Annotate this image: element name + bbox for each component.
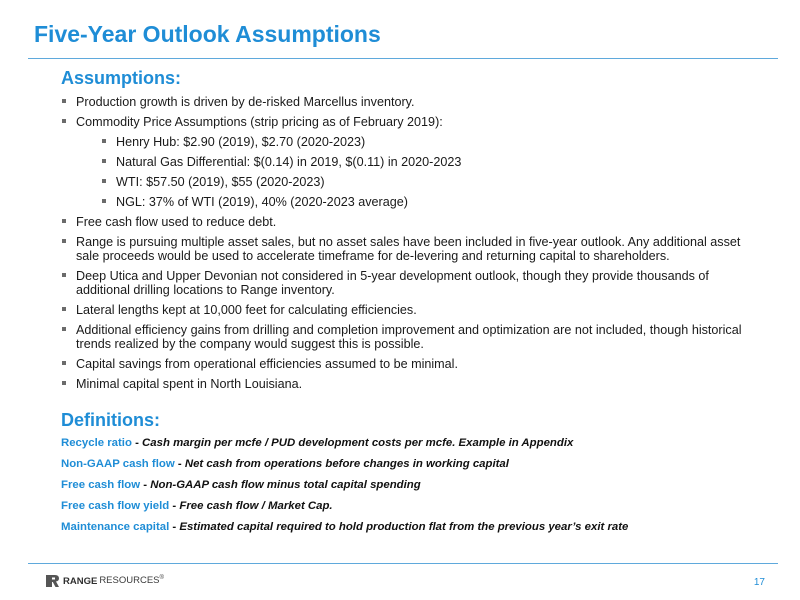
definition-term: Maintenance capital — [61, 521, 170, 533]
assumption-bullet: Free cash flow used to reduce debt. — [61, 215, 751, 229]
definition-separator: - — [131, 437, 143, 449]
assumption-bullet: Lateral lengths kept at 10,000 feet for calculating efficiencies. — [61, 303, 751, 317]
assumption-sub-bullet: Henry Hub: $2.90 (2019), $2.70 (2020-2023) — [101, 135, 751, 149]
definition-separator: - — [174, 458, 185, 470]
definition-text: Cash margin per mcfe / PUD development costs per mcfe. Example in Appendix — [142, 437, 574, 449]
assumption-sub-bullet: NGL: 37% of WTI (2019), 40% (2020-2023 average) — [101, 195, 751, 209]
assumptions-list — [61, 95, 751, 397]
assumption-sub-bullet: WTI: $57.50 (2019), $55 (2020-2023) — [101, 175, 751, 189]
definition-text: Free cash flow / Market Cap. — [179, 500, 333, 512]
assumption-bullet: Minimal capital spent in North Louisiana. — [61, 377, 751, 391]
definition-term: Free cash flow yield — [61, 500, 170, 512]
assumption-bullet: Production growth is driven by de-risked Marcellus inventory. — [61, 95, 751, 109]
assumption-sub-bullet: Natural Gas Differential: $(0.14) in 2019, $(0.11) in 2020-2023 — [101, 155, 751, 169]
assumptions-heading: Assumptions: — [61, 68, 182, 88]
page-number: 17 — [753, 577, 765, 588]
definition-row — [61, 478, 761, 499]
definition-text: Net cash from operations before changes in working capital — [184, 458, 509, 470]
definition-row — [61, 499, 761, 520]
definition-term: Free cash flow — [61, 479, 141, 491]
definition-term: Non-GAAP cash flow — [61, 458, 175, 470]
definition-separator: - — [169, 500, 180, 512]
logo-trademark: ® — [159, 575, 164, 582]
definition-row — [61, 457, 761, 478]
logo-resources-word: RESOURCES — [99, 575, 160, 587]
logo-resources-text — [99, 575, 164, 586]
assumption-bullet: Capital savings from operational efficiencies assumed to be minimal. — [61, 357, 751, 371]
definition-text: Non-GAAP cash flow minus total capital spending — [150, 479, 421, 491]
assumption-bullet: Deep Utica and Upper Devonian not considered in 5-year development outlook, though they provide thousands of additional drilling locations to Range inventory. — [61, 269, 751, 297]
footer-divider — [28, 563, 778, 564]
definition-separator: - — [169, 521, 180, 533]
definition-text: Estimated capital required to hold production flat from the previous year’s exit rate — [179, 521, 629, 533]
definitions-heading: Definitions: — [61, 410, 160, 430]
definition-row — [61, 436, 761, 457]
assumption-bullet: Commodity Price Assumptions (strip pricing as of February 2019): — [61, 115, 751, 129]
definition-separator: - — [140, 479, 151, 491]
definitions-list — [61, 436, 761, 541]
company-logo — [46, 575, 164, 587]
logo-range-text: RANGE — [63, 575, 98, 587]
definition-row — [61, 520, 761, 541]
assumption-bullet: Range is pursuing multiple asset sales, but no asset sales have been included in five-year outlook. Any additional asset sale proceeds would be used to accelerate timeframe for de-levering and returning capital to shareholders. — [61, 235, 751, 263]
slide-title: Five-Year Outlook Assumptions — [34, 21, 381, 47]
range-resources-logo-icon — [46, 575, 60, 587]
title-divider — [28, 58, 778, 59]
assumption-bullet: Additional efficiency gains from drilling and completion improvement and optimization are not included, though historical trends realized by the company would suggest this is possible. — [61, 323, 751, 351]
definition-term: Recycle ratio — [61, 437, 132, 449]
